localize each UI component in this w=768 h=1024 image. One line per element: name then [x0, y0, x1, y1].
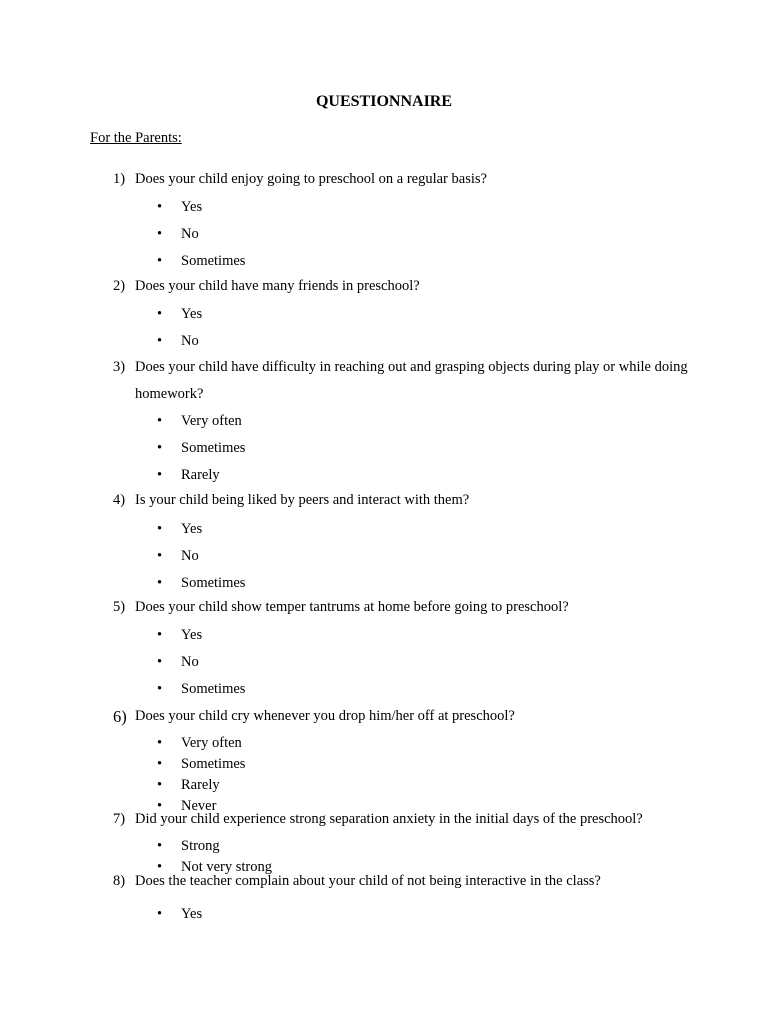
bullet-icon: •	[157, 681, 163, 697]
question-text: Does your child show temper tantrums at home before going to preschool?	[135, 599, 569, 615]
bullet-icon: •	[157, 226, 163, 242]
answer-option-label: Sometimes	[181, 681, 246, 697]
answer-option-label: Sometimes	[181, 756, 246, 772]
answer-option-label: Sometimes	[181, 575, 246, 591]
bullet-icon: •	[157, 440, 163, 456]
answer-option-label: Sometimes	[181, 253, 246, 269]
question-number: 5)	[113, 599, 126, 615]
question-text: Does your child have many friends in preschool?	[135, 278, 420, 294]
bullet-icon: •	[157, 467, 163, 483]
bullet-icon: •	[157, 654, 163, 670]
answer-option-label: Not very strong	[181, 859, 273, 875]
bullet-icon: •	[157, 413, 163, 429]
answer-option-label: Yes	[181, 627, 203, 643]
answer-option-label: Very often	[181, 735, 242, 751]
bullet-icon: •	[157, 333, 163, 349]
question-number: 7)	[113, 811, 126, 827]
bullet-icon: •	[157, 838, 163, 854]
question-number: 8)	[113, 873, 126, 889]
question-number: 3)	[113, 359, 126, 375]
question-text: Does your child enjoy going to preschool on a regular basis?	[135, 171, 487, 187]
bullet-icon: •	[157, 575, 163, 591]
question-number: 6)	[113, 707, 127, 726]
bullet-icon: •	[157, 521, 163, 537]
answer-option-label: Yes	[181, 521, 203, 537]
bullet-icon: •	[157, 859, 163, 875]
document-title: QUESTIONNAIRE	[315, 93, 453, 110]
question-number: 4)	[113, 492, 126, 508]
answer-option-label: Rarely	[181, 777, 220, 793]
answer-option-label: Very often	[181, 413, 242, 429]
bullet-icon: •	[157, 777, 163, 793]
bullet-icon: •	[157, 306, 163, 322]
answer-option-label: Yes	[181, 906, 203, 922]
answer-option-label: Rarely	[181, 467, 220, 483]
answer-option-label: No	[181, 654, 199, 670]
bullet-icon: •	[157, 906, 163, 922]
bullet-icon: •	[157, 199, 163, 215]
question-number: 1)	[113, 171, 126, 187]
answer-option-label: Yes	[181, 199, 203, 215]
question-text: Does your child cry whenever you drop him/her off at preschool?	[135, 708, 515, 724]
bullet-icon: •	[157, 627, 163, 643]
bullet-icon: •	[157, 253, 163, 269]
question-text: Did your child experience strong separation anxiety in the initial days of the preschool?	[135, 811, 643, 827]
answer-option-label: Yes	[181, 306, 203, 322]
bullet-icon: •	[157, 798, 163, 814]
bullet-icon: •	[157, 548, 163, 564]
bullet-icon: •	[157, 735, 163, 751]
question-text: Is your child being liked by peers and interact with them?	[135, 492, 470, 508]
question-number: 2)	[113, 278, 126, 294]
answer-option-label: No	[181, 333, 199, 349]
question-text: Does the teacher complain about your child of not being interactive in the class?	[135, 873, 601, 889]
answer-option-label: Never	[181, 798, 217, 814]
answer-option-label: Sometimes	[181, 440, 246, 456]
answer-option-label: No	[181, 226, 199, 242]
document-subtitle: For the Parents:	[90, 130, 182, 146]
answer-option-label: Strong	[181, 838, 220, 854]
question-text: Does your child have difficulty in reaching out and grasping objects during play or while doing homework?	[135, 359, 688, 402]
answer-option-label: No	[181, 548, 199, 564]
bullet-icon: •	[157, 756, 163, 772]
